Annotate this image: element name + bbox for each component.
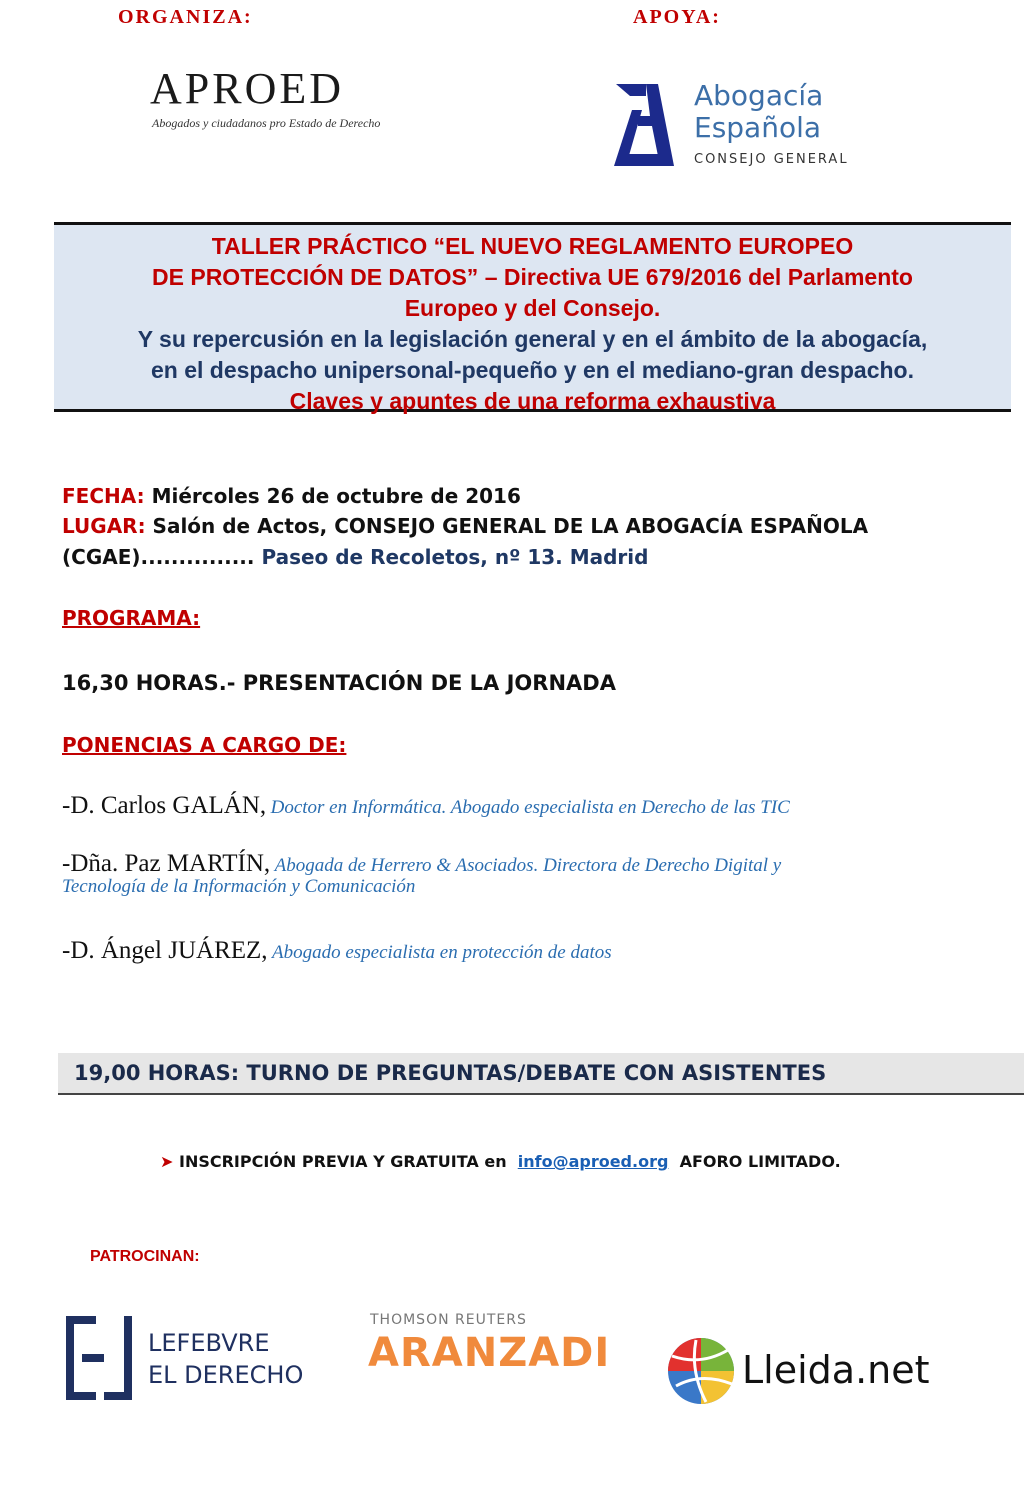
fecha-label: FECHA: — [62, 484, 145, 508]
aranzadi-text: ARANZADI — [368, 1330, 611, 1376]
presentation-line: 16,30 HORAS.- PRESENTACIÓN DE LA JORNADA — [62, 671, 616, 695]
abogacia-logo — [612, 80, 872, 180]
ponencias-label: PONENCIAS A CARGO DE: — [62, 733, 347, 757]
registration-text: INSCRIPCIÓN PREVIA Y GRATUITA en — [178, 1152, 507, 1171]
lefebvre-line1: LEFEBVRE — [148, 1329, 270, 1357]
abogacia-logo-line3: CONSEJO GENERAL — [694, 152, 849, 167]
lleida-logo — [666, 1336, 946, 1416]
lugar-address: Paseo de Recoletos, nº 13. Madrid — [261, 545, 649, 569]
fecha-value: Miércoles 26 de octubre de 2016 — [151, 484, 521, 508]
abogacia-logo-line2: Española — [694, 111, 822, 144]
registration-email-link[interactable]: info@aproed.org — [517, 1152, 669, 1171]
lleida-text: Lleida.net — [742, 1348, 930, 1392]
speaker-3 — [62, 937, 612, 965]
speaker-description: Doctor en Informática. Abogado especialista en Derecho de las TIC — [270, 797, 790, 818]
programa-label: PROGRAMA: — [62, 606, 201, 630]
title-line2: DE PROTECCIÓN DE DATOS” – Directiva UE 679/2016 del Parlamento — [152, 264, 913, 290]
speaker-name: -D. Ángel JUÁREZ, — [62, 937, 268, 964]
abogacia-logo-line1: Abogacía — [694, 79, 824, 112]
aproed-logo-name: APROED — [150, 64, 345, 113]
fecha-row — [62, 484, 521, 508]
lefebvre-logo — [66, 1316, 316, 1402]
registration-line — [160, 1152, 841, 1171]
abogacia-a-icon — [612, 80, 674, 170]
title-line4: Y su repercusión en la legislación general y en el ámbito de la abogacía, — [137, 326, 928, 352]
programa-heading — [62, 606, 200, 630]
speaker-description: Abogada de Herrero & Asociados. Directora de Derecho Digital y — [274, 855, 782, 876]
lefebvre-line2: EL DERECHO — [148, 1361, 304, 1389]
organiza-label: ORGANIZA: — [118, 6, 253, 28]
speaker-description: Abogado especialista en protección de datos — [271, 942, 612, 963]
aproed-logo-tagline: Abogados y ciudadanos pro Estado de Derecho — [152, 116, 381, 130]
lugar-label: LUGAR: — [62, 514, 146, 538]
title-line6: Claves y apuntes de una reforma exhaustiva — [289, 388, 776, 414]
title-line5: en el despacho unipersonal-pequeño y en el mediano-gran despacho. — [151, 357, 914, 383]
lugar-value2: (CGAE)............... — [62, 545, 255, 569]
thomson-reuters-text: THOMSON REUTERS — [370, 1312, 527, 1328]
aranzadi-logo — [368, 1312, 611, 1382]
speaker-name: -Dña. Paz MARTÍN, — [62, 850, 271, 877]
lugar-row — [62, 514, 868, 538]
speaker-description-cont: Tecnología de la Información y Comunicación — [62, 876, 416, 897]
aproed-logo — [150, 64, 410, 131]
registration-suffix: AFORO LIMITADO. — [679, 1152, 841, 1171]
arrow-bullet-icon: ➤ — [160, 1152, 174, 1171]
apoya-label: APOYA: — [633, 6, 721, 28]
debate-text: 19,00 HORAS: TURNO DE PREGUNTAS/DEBATE CON ASISTENTES — [74, 1061, 827, 1085]
lugar-row2 — [62, 545, 648, 569]
title-line3: Europeo y del Consejo. — [404, 295, 661, 321]
sponsors-label: PATROCINAN: — [90, 1248, 200, 1265]
lleida-globe-icon — [666, 1336, 736, 1406]
lefebvre-mark-icon — [66, 1316, 132, 1400]
title-box — [54, 222, 1011, 412]
lugar-value: Salón de Actos, CONSEJO GENERAL DE LA ABOGACÍA ESPAÑOLA — [152, 514, 869, 538]
speaker-2 — [62, 850, 1012, 898]
ponencias-heading — [62, 733, 346, 757]
debate-bar — [58, 1053, 1024, 1095]
speaker-1 — [62, 792, 790, 820]
title-line1: TALLER PRÁCTICO “EL NUEVO REGLAMENTO EUROPEO — [211, 233, 854, 259]
speaker-name: -D. Carlos GALÁN, — [62, 792, 267, 819]
